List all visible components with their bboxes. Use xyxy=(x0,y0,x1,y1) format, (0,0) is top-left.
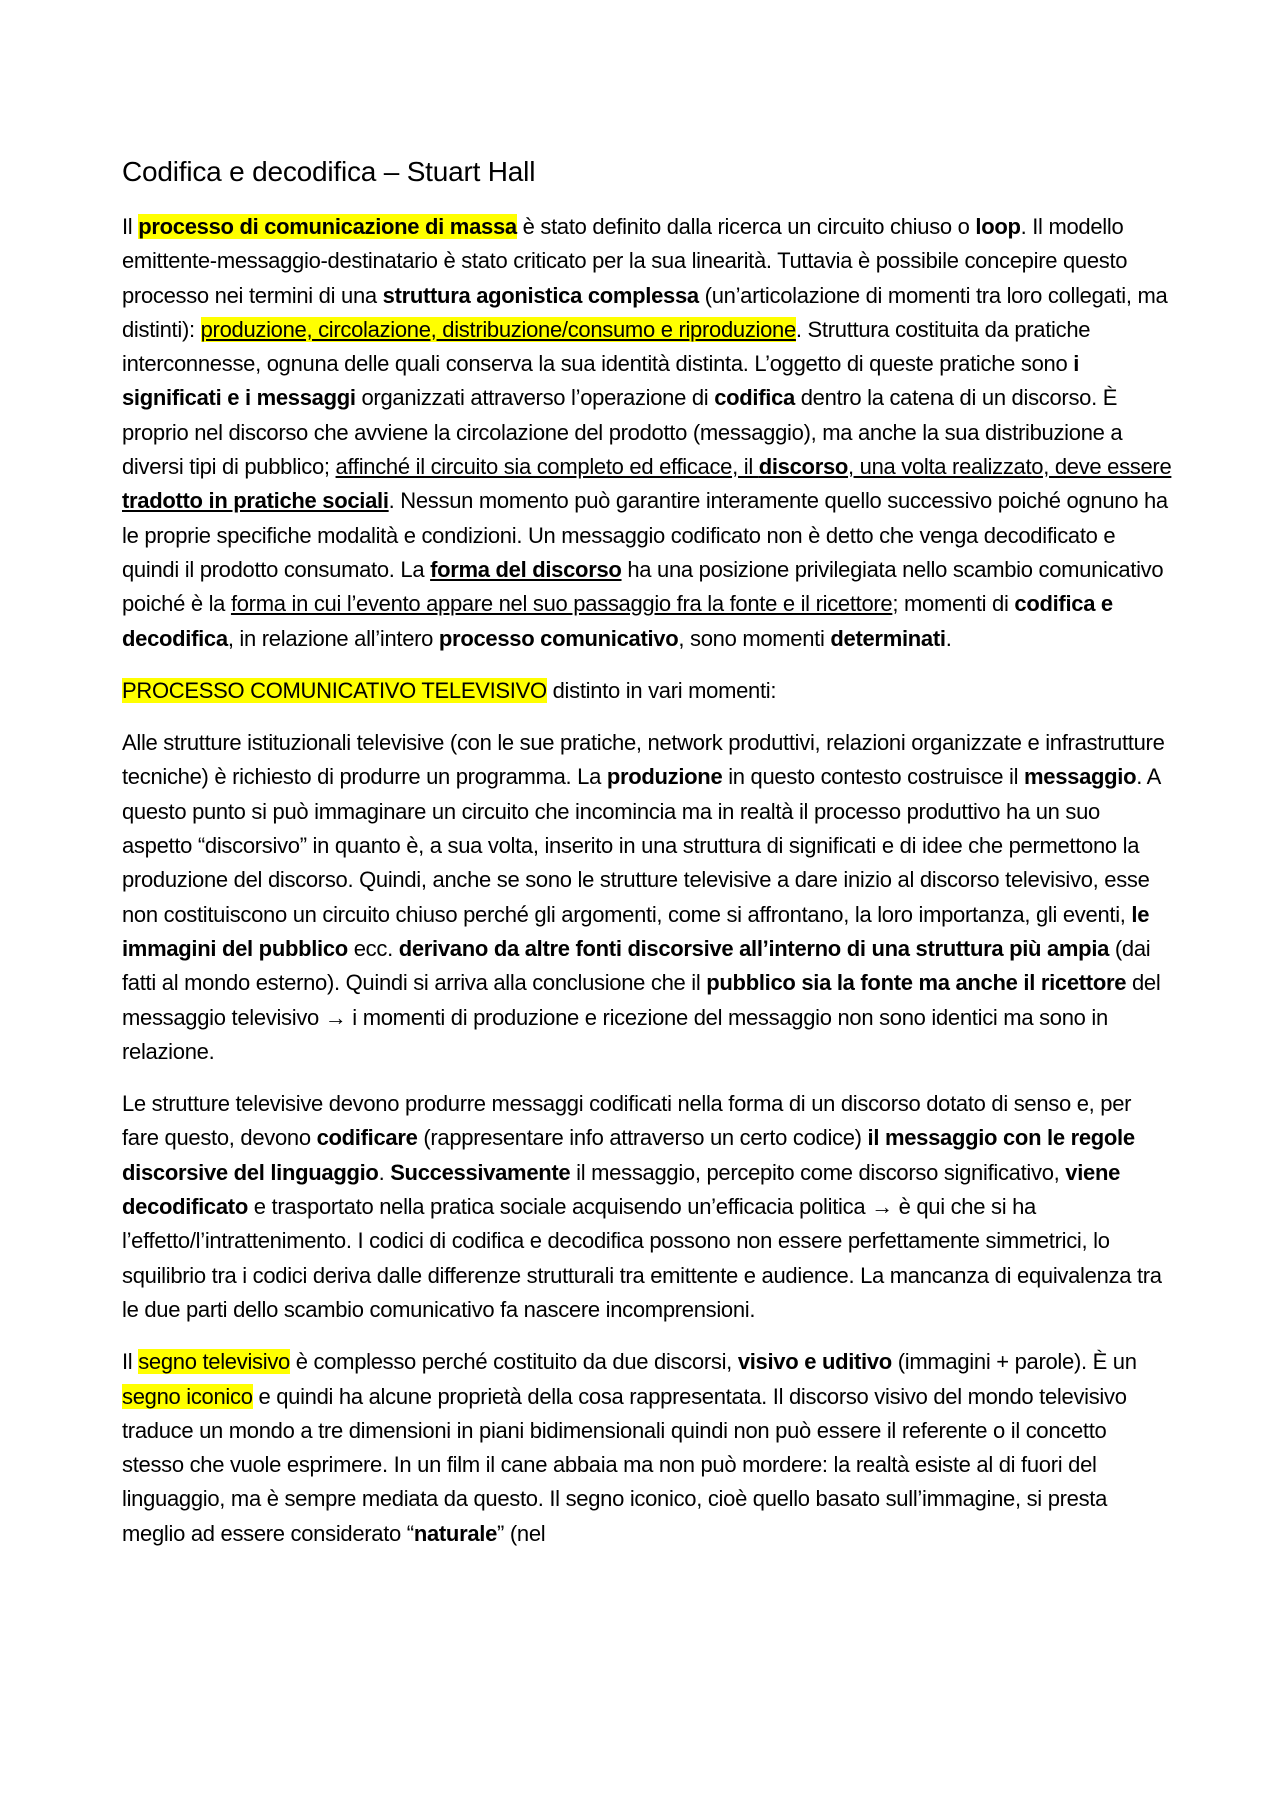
paragraph-encoding xyxy=(122,1087,1172,1327)
text-run: ” (nel xyxy=(497,1520,546,1546)
text-run: , in relazione all’intero xyxy=(227,625,439,651)
highlighted-term: segno televisivo xyxy=(138,1349,290,1375)
text-run: del messaggio televisivo → i momenti di produzione e ricezione del messaggio non sono identici ma sono in relazione. xyxy=(122,970,1161,1064)
text-run: (immagini + parole). È un xyxy=(891,1349,1137,1375)
document-title: Codifica e decodifica – Stuart Hall xyxy=(122,156,536,187)
bold-term: struttura agonistica complessa xyxy=(382,282,699,308)
text-run: . Struttura costituita da pratiche interconnesse, ognuna delle quali conserva la sua identità distinta. L’oggetto di queste pratiche sono xyxy=(122,316,1091,377)
text-run: Le strutture televisive devono produrre messaggi codificati nella forma di un discorso dotato di senso e, per fare questo, devono xyxy=(122,1091,1132,1151)
text-run: (dai fatti al mondo esterno). Quindi si arriva alla conclusione che il xyxy=(122,935,1151,996)
paragraph-tv-structures xyxy=(122,726,1172,1069)
text-run: Il xyxy=(122,1349,139,1375)
text-run: distinto in vari momenti: xyxy=(546,677,777,703)
bold-term: produzione xyxy=(606,764,723,790)
bold-term: il messaggio con le regole discorsive del linguaggio xyxy=(122,1125,1135,1185)
bold-term: codifica e decodifica xyxy=(122,591,1113,651)
bold-term: loop xyxy=(975,214,1021,239)
text-run: Il xyxy=(122,214,139,239)
text-run: Alle strutture istituzionali televisive (con le sue pratiche, network produttivi, relazioni organizzate e infrastrutture tecniche) è richiesto di produrre un programma. La xyxy=(122,730,1165,790)
underlined-phrase: forma in cui l’evento appare nel suo passaggio fra la fonte e il ricettore xyxy=(230,591,893,617)
text-run: ha una posizione privilegiata nello scambio comunicativo poiché è la xyxy=(122,556,1164,617)
highlighted-term: PROCESSO COMUNICATIVO TELEVISIVO xyxy=(122,677,547,703)
text-run: il messaggio, percepito come discorso significativo, xyxy=(570,1159,1066,1185)
bold-term: processo comunicativo xyxy=(438,625,679,651)
paragraph-intro xyxy=(122,210,1172,656)
bold-term: naturale xyxy=(413,1520,498,1546)
bold-underlined-term: tradotto in pratiche sociali xyxy=(122,488,389,514)
bold-underlined-term: forma del discorso xyxy=(430,556,622,582)
text-run: (rappresentare info attraverso un certo codice) xyxy=(417,1125,868,1151)
text-run: e quindi ha alcune proprietà della cosa rappresentata. Il discorso visivo del mondo televisivo traduce un mondo a tre dimensioni in piani bidimensionali quindi non può essere il referente o il concetto stesso che vuole esprimere. In un film il cane abbaia ma non può mordere: la realtà esiste al di fuori del linguaggio, ma è sempre mediata da questo. Il segno iconico, cioè quello basato sull’immagine, si presta meglio ad essere considerato “ xyxy=(122,1383,1127,1546)
bold-term: codificare xyxy=(316,1125,418,1151)
highlighted-term: processo di comunicazione di massa xyxy=(138,214,517,239)
bold-term: visivo e uditivo xyxy=(737,1349,892,1375)
highlighted-term: segno iconico xyxy=(122,1383,253,1409)
text-run: ecc. xyxy=(347,935,399,961)
text-run: . A questo punto si può immaginare un circuito che incomincia ma in realtà il processo produttivo ha un suo aspetto “discorsivo” in quanto è, a sua volta, inserito in una struttura di significati e di idee che permettono la produzione del discorso. Quindi, anche se sono le strutture televisive a dare inizio al discorso televisivo, esse non costituiscono un circuito chiuso perché gli argomenti, come si affrontano, la loro importanza, gli eventi, xyxy=(122,764,1160,927)
underlined-phrase: , una volta realizzato, deve essere xyxy=(848,454,1172,480)
text-run: (un’articolazione di momenti tra loro collegati, ma distinti): xyxy=(122,282,1168,342)
text-run: in questo contesto costruisce il xyxy=(722,764,1025,790)
bold-underlined-term: discorso xyxy=(758,454,849,480)
bold-term: le immagini del pubblico xyxy=(122,901,1150,961)
bold-term: Successivamente xyxy=(390,1159,571,1185)
text-run: . Nessun momento può garantire interamente quello successivo poiché ognuno ha le proprie specifiche modalità e condizioni. Un messaggio codificato non è detto che venga decodificato e quindi il prodotto consumato. La xyxy=(122,488,1168,582)
document-body xyxy=(122,152,1172,1569)
text-run: . xyxy=(945,625,952,651)
text-run: è stato definito dalla ricerca un circuito chiuso o xyxy=(516,214,976,239)
bold-term: viene decodificato xyxy=(122,1159,1121,1220)
paragraph-tv-process-heading xyxy=(122,674,1172,708)
text-run: e trasportato nella pratica sociale acquisendo un’efficacia politica → è qui che si ha l’effetto/l’intrattenimento. I codici di codifica e decodifica possono non essere perfettamente simmetrici, lo squilibrio tra i codici deriva dalle differenze strutturali tra emittente e audience. La mancanza di equivalenza tra le due parti dello scambio comunicativo fa nascere incomprensioni. xyxy=(122,1194,1162,1322)
text-run: . xyxy=(378,1159,391,1185)
bold-term: codifica xyxy=(714,385,795,411)
highlighted-underlined-phrase: produzione, circolazione, distribuzione/consumo e riproduzione xyxy=(200,316,796,342)
bold-term: messaggio xyxy=(1024,764,1137,790)
bold-term: determinati xyxy=(830,625,946,651)
paragraph-tv-sign xyxy=(122,1345,1172,1551)
text-run: dentro la catena di un discorso. È proprio nel discorso che avviene la circolazione del prodotto (messaggio), ma anche la sua distribuzione a diversi tipi di pubblico; xyxy=(122,385,1123,480)
text-run: . Il modello emittente-messaggio-destinatario è stato criticato per la sua linearità. Tuttavia è possibile concepire questo processo nei termini di una xyxy=(122,214,1128,308)
text-run: è complesso perché costituito da due discorsi, xyxy=(289,1349,738,1375)
bold-term: pubblico sia la fonte ma anche il ricettore xyxy=(706,970,1127,996)
underlined-phrase: affinché il circuito sia completo ed efficace, il xyxy=(335,454,759,480)
text-run: organizzati attraverso l’operazione di xyxy=(355,385,715,411)
text-run: , sono momenti xyxy=(678,625,831,651)
bold-term: i significati e i messaggi xyxy=(122,351,1080,411)
text-run: ; momenti di xyxy=(892,591,1015,617)
bold-term: derivano da altre fonti discorsive all’interno di una struttura più ampia xyxy=(398,935,1110,961)
